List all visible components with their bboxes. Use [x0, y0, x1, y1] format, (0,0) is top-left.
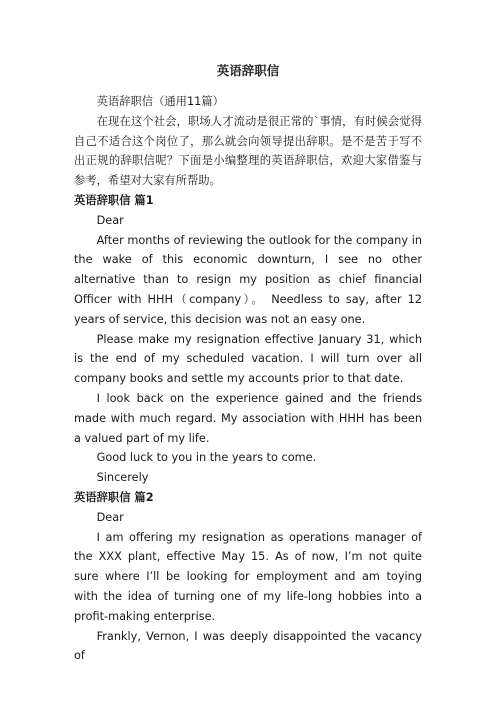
- section-1-paragraph-4: Good luck to you in the years to come.: [96, 451, 317, 465]
- section-2-salutation: Dear: [96, 510, 124, 524]
- section-1-paragraph-3: I look back on the experience gained and the friends made with much regard. My association with HHH has been a valued part of my life.: [74, 391, 422, 445]
- section-1-paragraph-2: Please make my resignation effective January 31, which is the end of my scheduled vacation. I will turn over all company books and settle my accounts prior to that date.: [74, 332, 422, 386]
- document-title: 英语辞职信: [216, 63, 280, 78]
- intro-paragraph: 在现在这个社会，职场人才流动是很正常的`事情，有时候会觉得自己不适合这个岗位了，那么就会向领导提出辞职。是不是苦于写不出正规的辞职信呢？下面是小编整理的英语辞职信，欢迎大家借鉴与参考，希望对大家有所帮助。: [74, 114, 422, 188]
- section-1-signoff: Sincerely: [96, 471, 149, 485]
- section-heading-2: 英语辞职信 篇2: [74, 490, 154, 504]
- section-2-paragraph-1: I am offering my resignation as operations manager of the XXX plant, effective May 15. As of now, I’m not quite sure where I’ll be looking for employment and am toying with the idea of turning one of my life-long hobbies into a profit-making enterprise.: [74, 530, 422, 623]
- section-2-paragraph-2: Frankly, Vernon, I was deeply disappointed the vacancy of: [74, 629, 422, 663]
- section-heading-1: 英语辞职信 篇1: [74, 193, 154, 207]
- document-subtitle: 英语辞职信（通用11篇）: [96, 95, 224, 108]
- section-1-salutation: Dear: [96, 213, 124, 227]
- section-1-paragraph-1: After months of reviewing the outlook for the company in the wake of this economic downturn, I see no other alternative than to resign my position as chief financial Officer with HHH（company）。 Needless to say, after 12 years of service, this decision was not an easy one.: [74, 233, 422, 326]
